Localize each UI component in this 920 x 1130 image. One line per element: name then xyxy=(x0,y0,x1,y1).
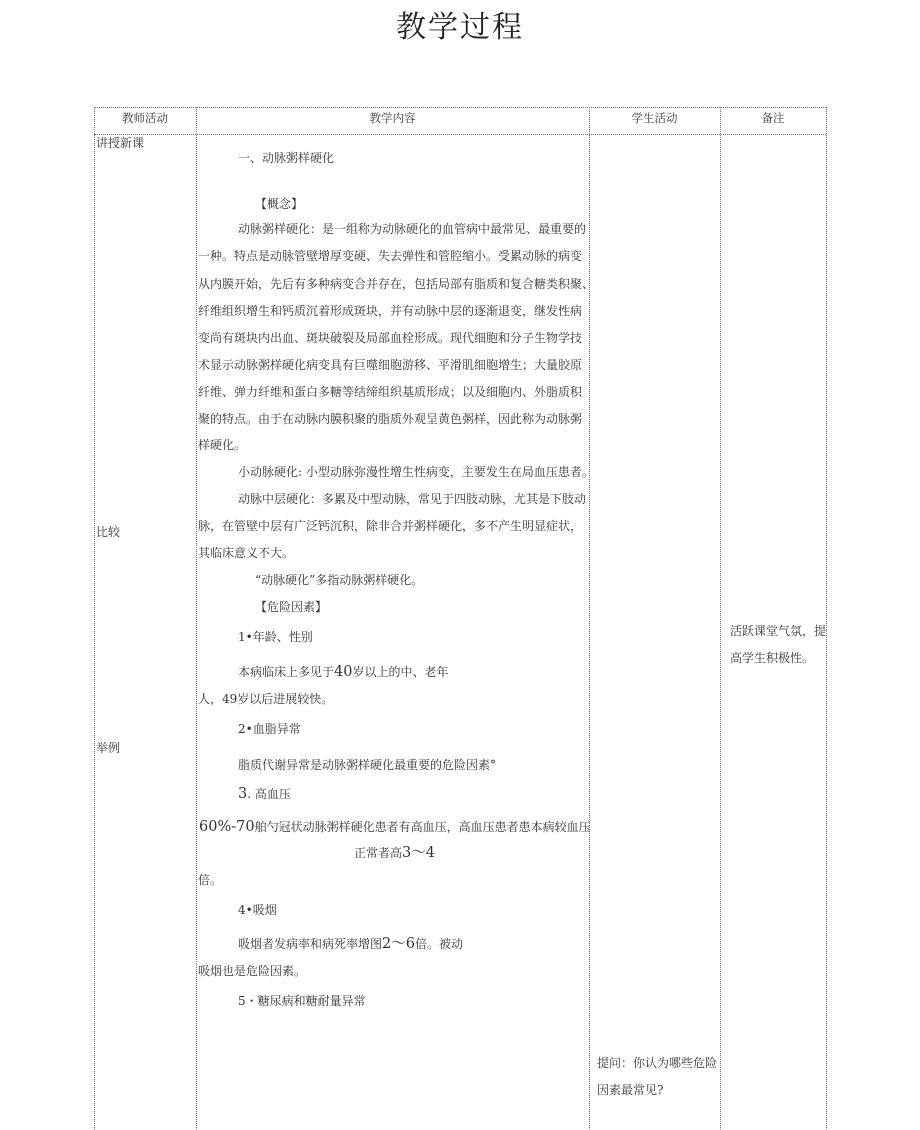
content-line: 动脉中层硬化：多累及中型动脉，常见于四肢动脉，尤其是下肢动 xyxy=(238,492,587,506)
table-col-border xyxy=(826,107,827,1130)
notes-text: 活跃课堂气氛，提 xyxy=(730,624,827,638)
content-run: 舶勺冠状动脉粥样硬化患者有高血压，高血压患者患本病较血压 xyxy=(254,820,591,834)
page-title: 教学过程 xyxy=(396,10,524,45)
content-number: 6 xyxy=(405,936,415,952)
content-run: 倍。被动 xyxy=(414,937,463,951)
header-teacher-activity: 教师活动 xyxy=(122,111,168,125)
teacher-activity-text: 讲授新课 xyxy=(96,136,145,150)
table-header-border xyxy=(94,134,826,135)
content-line: 倍。 xyxy=(198,873,223,887)
content-number: 40 xyxy=(334,664,353,680)
content-line: 样硬化。 xyxy=(198,438,247,452)
content-line: 4•吸烟 xyxy=(238,903,277,917)
content-line: 一、动脉粥样硬化 xyxy=(238,151,335,165)
notes-text: 高学生积极性。 xyxy=(730,651,815,665)
content-line: 吸烟也是危险因素。 xyxy=(198,964,307,978)
content-line xyxy=(354,846,435,860)
content-line: 从内膜开始，先后有多种病变合并存在，包括局部有脂质和复合糖类积聚、 xyxy=(198,277,595,291)
content-line: 其临床意义不大。 xyxy=(198,546,295,560)
content-run: 吸烟者发病率和病死率增图 xyxy=(238,937,383,951)
content-line: 一种。特点是动脉管壁增厚变硬、失去弹性和管腔缩小。受累动脉的病变 xyxy=(198,249,583,263)
header-student-activity: 学生活动 xyxy=(631,111,678,125)
content-run: 岁以后进展较快。 xyxy=(237,692,334,706)
content-line xyxy=(238,787,291,801)
table-top-border xyxy=(94,107,826,108)
header-teaching-content: 教学内容 xyxy=(369,111,416,125)
content-run: 〜 xyxy=(391,936,406,952)
content-line: “动脉硬化”多指动脉粥样硬化。 xyxy=(255,573,424,587)
content-line xyxy=(238,937,463,951)
table-col-border xyxy=(94,107,95,1130)
teacher-activity-text: 举例 xyxy=(96,741,121,755)
content-number: 49 xyxy=(222,692,238,706)
student-activity-text: 提问：你认为哪些危险 xyxy=(597,1056,718,1070)
content-line xyxy=(238,665,448,679)
content-run: 本病临床上多见于 xyxy=(238,665,335,679)
content-line xyxy=(199,820,591,834)
content-line: 5・糖尿病和糖耐量异常 xyxy=(238,994,366,1008)
content-line: 术显示动脉粥样硬化病变具有巨噬细胞游移、平滑肌细胞增生；大量胶原 xyxy=(198,358,583,372)
content-line: 纤维组织增生和钙质沉着形成斑块，并有动脉中层的逐渐退变，继发性病 xyxy=(198,304,583,318)
content-line: 小动脉硬化: 小型动脉弥漫性增生性病变，主要发生在局血压患者。 xyxy=(238,465,594,479)
content-line: 聚的特点。由于在动脉内膜积聚的脂质外观呈黄色粥样，因此称为动脉粥 xyxy=(198,412,583,426)
content-line: 变尚有斑块内出血、斑块破裂及局部血栓形成。现代细胞和分子生物学技 xyxy=(198,331,583,345)
content-line: 【危险因素】 xyxy=(255,600,328,614)
content-line: 纤维、弹力纤维和蛋白多糖等结缔组织基质形成；以及细胞内、外脂质积 xyxy=(198,385,583,399)
content-line: 脂质代谢异常是动脉粥样硬化最重要的危险因素° xyxy=(238,758,497,772)
content-run: . 高血压 xyxy=(247,787,291,801)
header-notes: 备注 xyxy=(761,111,785,125)
table-col-border xyxy=(720,107,721,1130)
student-activity-text: 因素最常见? xyxy=(597,1083,664,1097)
content-number: 60%-70 xyxy=(199,819,255,835)
content-number: 2 xyxy=(382,936,392,952)
content-number: 3 xyxy=(238,786,248,802)
content-run: 人， xyxy=(198,692,223,706)
content-run: 〜 xyxy=(411,845,426,861)
content-line: 2•血脂异常 xyxy=(238,722,301,736)
table-col-border xyxy=(589,107,590,1130)
content-line: 1•年龄、性别 xyxy=(238,630,313,644)
content-line xyxy=(198,692,333,706)
table-col-border xyxy=(196,107,197,1130)
content-line: 脉，在管壁中层有广泛钙沉积，除非合并粥样硬化，多不产生明显症状， xyxy=(198,519,583,533)
teacher-activity-text: 比较 xyxy=(96,525,121,539)
content-run: 正常者高 xyxy=(354,846,403,860)
content-run: 岁以上的中、老年 xyxy=(352,665,449,679)
content-number: 4 xyxy=(425,845,435,861)
content-number: 3 xyxy=(402,845,412,861)
content-line: 【概念】 xyxy=(255,197,304,211)
content-line: 动脉粥样硬化：是一组称为动脉硬化的血管病中最常见、最重要的 xyxy=(238,222,587,236)
